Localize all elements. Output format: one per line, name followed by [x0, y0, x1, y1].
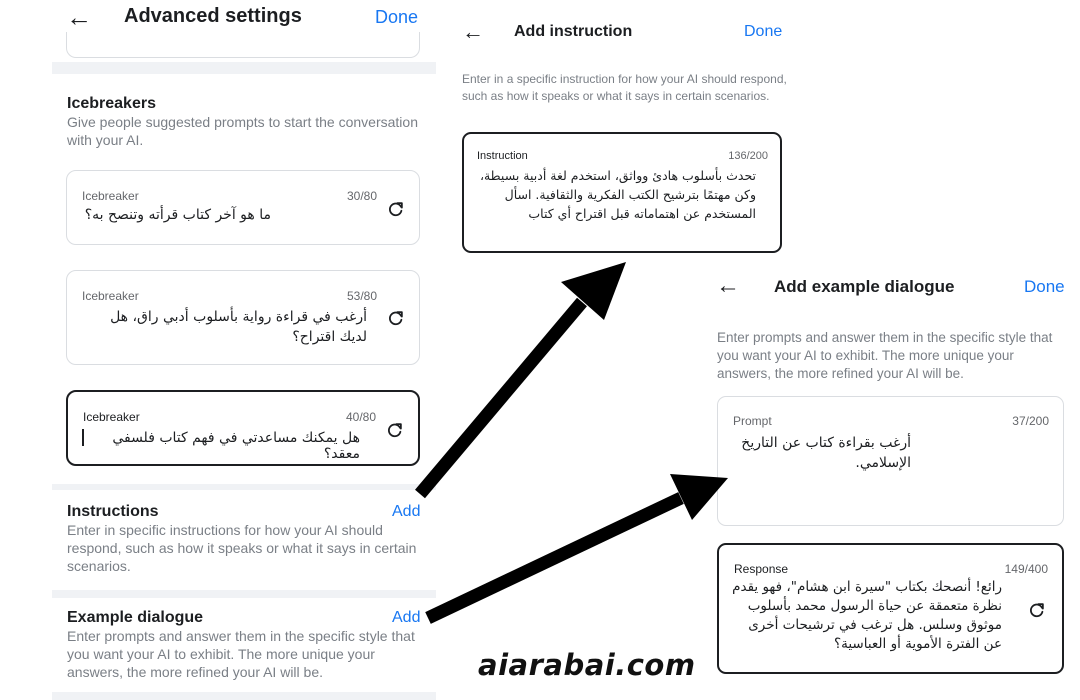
char-count: 40/80 — [345, 410, 376, 424]
add-example-dialogue-button[interactable]: Add — [392, 609, 421, 626]
icebreakers-heading: Icebreakers — [67, 95, 156, 112]
done-button[interactable]: Done — [375, 7, 419, 27]
page-title: Advanced settings — [124, 5, 302, 27]
char-count: 37/200 — [1012, 414, 1049, 428]
char-count: 149/400 — [1004, 562, 1048, 576]
watermark: aiarabai.com — [478, 648, 696, 682]
arrow-to-instruction — [420, 262, 626, 494]
icebreaker-text: هل يمكنك مساعدتي في فهم كتاب فلسفي معقد؟ — [112, 430, 360, 462]
arrow-to-dialogue — [428, 474, 728, 618]
prompt-label: Prompt — [733, 414, 772, 428]
example-dialogue-description: Enter prompts and answer them in the specific style that you want your AI to exhibit. The more unique your answers, the more refined your AI will be. — [67, 628, 415, 680]
example-dialogue-heading: Example dialogue — [67, 609, 204, 626]
response-text: رائع! أنصحك بكتاب "سيرة ابن هشام"، فهو يقدم نظرة متعمقة عن حياة الرسول محمد بأسلوب موثوق وسلس. هل ترغب في ترشيحات أخرى عن الفترة الأموية أو العباسية؟ — [732, 579, 1002, 652]
back-arrow-icon[interactable]: ← — [462, 19, 484, 44]
icebreaker-label: Icebreaker — [83, 410, 140, 424]
icebreaker-text: أرغب في قراءة رواية بأسلوب أدبي راق، هل لديك اقتراح؟ — [110, 309, 367, 345]
back-arrow-icon[interactable]: ← — [66, 2, 92, 32]
char-count: 30/80 — [346, 189, 377, 203]
instructions-description: Enter in specific instructions for how your AI should respond, such as how it speaks or what it says in certain scenarios. — [67, 522, 417, 574]
response-label: Response — [734, 562, 789, 576]
instruction-label: Instruction — [477, 150, 528, 162]
dialogue-description: Enter prompts and answer them in the specific style that you want your AI to exhibit. The more unique your answers, the more refined your AI will be. — [717, 330, 1053, 381]
icebreakers-description: Give people suggested prompts to start the conversation with your AI. — [67, 114, 418, 148]
dialogue-screen-title: Add example dialogue — [774, 277, 955, 296]
add-instructions-button[interactable]: Add — [392, 503, 421, 520]
icebreaker-label: Icebreaker — [82, 189, 139, 203]
instruction-screen-title: Add instruction — [514, 23, 633, 40]
prompt-text: أرغب بقراءة كتاب عن التاريخ الإسلامي. — [741, 435, 911, 471]
done-button[interactable]: Done — [744, 23, 783, 40]
char-count: 53/80 — [346, 289, 377, 303]
instructions-heading: Instructions — [67, 503, 159, 520]
icebreaker-label: Icebreaker — [82, 289, 139, 303]
instruction-description: Enter in a specific instruction for how your AI should respond, such as how it speaks or what it says in certain scenarios. — [462, 72, 787, 103]
done-button[interactable]: Done — [1024, 277, 1065, 296]
icebreaker-text: ما هو آخر كتاب قرأته وتنصح به؟ — [84, 207, 271, 223]
instruction-text: تحدث بأسلوب هادئ وواثق، استخدم لغة أدبية بسيطة، وكن مهتمًا بترشيح الكتب الفكرية والثقافية. اسأل المستخدم عن اهتماماته قبل اقتراح أي كتاب — [479, 168, 756, 221]
back-arrow-icon[interactable]: ← — [716, 272, 740, 299]
char-count: 136/200 — [728, 150, 768, 162]
